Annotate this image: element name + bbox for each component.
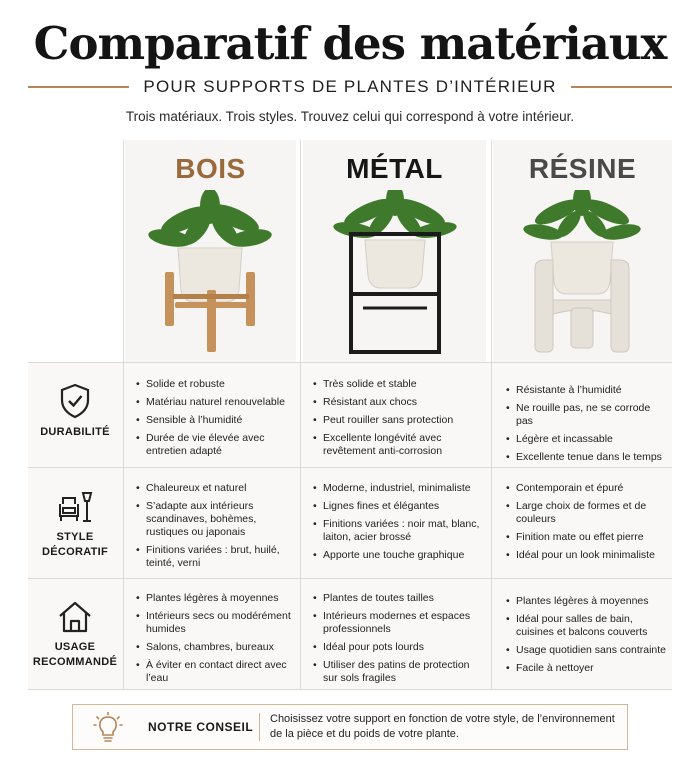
list-item: • Finition mate ou effet pierre xyxy=(506,531,666,544)
list-item: • S’adapte aux intérieurs scandinaves, bohèmes, rustiques ou japonais xyxy=(136,500,294,539)
resin-plant-stand-image xyxy=(493,190,672,360)
list-item: • Idéal pour salles de bain, cuisines et balcons couverts xyxy=(506,613,666,639)
shield-check-icon xyxy=(59,383,91,419)
list-item: • Matériau naturel renouvelable xyxy=(136,396,294,409)
cell-bois-usage xyxy=(136,592,294,690)
list-item: • À éviter en contact direct avec l’eau xyxy=(136,659,294,685)
list-item: • Finitions variées : noir mat, blanc, laiton, acier brossé xyxy=(313,518,483,544)
cell-metal-usage xyxy=(313,592,483,690)
column-title-metal: MÉTAL xyxy=(346,153,443,184)
list-item: • Facile à nettoyer xyxy=(506,662,666,675)
cell-resine-style xyxy=(506,482,666,567)
list-item: • Très solide et stable xyxy=(313,378,483,391)
cell-metal-durabilite xyxy=(313,378,483,463)
list-item: • Plantes légères à moyennes xyxy=(136,592,294,605)
row-label-style xyxy=(28,490,122,560)
conseil-text: Choisissez votre support en fonction de votre style, de l’environnement de la pièce et du poids de votre plante. xyxy=(270,713,615,740)
subtitle-rule-left xyxy=(28,86,129,88)
grid-line xyxy=(123,140,124,689)
house-icon xyxy=(57,600,93,634)
list-item: • Plantes de toutes tailles xyxy=(313,592,483,605)
list-item: • Large choix de formes et de couleurs xyxy=(506,500,666,526)
list-item: • Excellente longévité avec revêtement anti-corrosion xyxy=(313,432,483,458)
conseil-title: NOTRE CONSEIL xyxy=(148,720,254,734)
column-metal xyxy=(303,140,486,362)
list-item: • Sensible à l’humidité xyxy=(136,414,294,427)
conseil-box xyxy=(72,704,628,750)
row-label-text: STYLE xyxy=(56,531,94,543)
list-item: • Salons, chambres, bureaux xyxy=(136,641,294,654)
conseil-divider xyxy=(259,713,260,741)
list-item: • Solide et robuste xyxy=(136,378,294,391)
wood-plant-stand-image xyxy=(125,190,296,360)
list-item: • Légère et incassable xyxy=(506,433,666,446)
list-item: • Plantes légères à moyennes xyxy=(506,595,666,608)
list-item: • Lignes fines et élégantes xyxy=(313,500,483,513)
list-item: • Peut rouiller sans protection xyxy=(313,414,483,427)
list-item: • Utiliser des patins de protection sur sols fragiles xyxy=(313,659,483,685)
grid-line xyxy=(491,140,492,689)
page-title: Comparatif des matériaux xyxy=(33,17,667,70)
column-resine xyxy=(493,140,672,362)
list-item: • Apporte une touche graphique xyxy=(313,549,483,562)
subtitle-row xyxy=(28,75,672,99)
row-label-text: DURABILITÉ xyxy=(40,426,110,438)
column-bois xyxy=(125,140,296,362)
grid-line xyxy=(300,140,301,689)
cell-metal-style xyxy=(313,482,483,567)
column-title-resine: RÉSINE xyxy=(528,153,637,184)
list-item: • Idéal pour un look minimaliste xyxy=(506,549,666,562)
cell-resine-durabilite xyxy=(506,384,666,469)
metal-plant-stand-image xyxy=(303,190,486,360)
row-label-text: RECOMMANDÉ xyxy=(32,656,118,668)
grid-line xyxy=(28,578,672,579)
tagline: Trois matériaux. Trois styles. Trouvez celui qui correspond à votre intérieur. xyxy=(125,109,575,124)
page-subtitle: POUR SUPPORTS DE PLANTES D’INTÉRIEUR xyxy=(143,77,557,96)
list-item: • Usage quotidien sans contrainte xyxy=(506,644,666,657)
list-item: • Moderne, industriel, minimaliste xyxy=(313,482,483,495)
row-label-durabilite xyxy=(28,383,122,440)
list-item: • Contemporain et épuré xyxy=(506,482,666,495)
row-label-usage xyxy=(28,600,122,670)
list-item: • Finitions variées : brut, huilé, teinté, verni xyxy=(136,544,294,570)
list-item: • Résistant aux chocs xyxy=(313,396,483,409)
row-label-text: DÉCORATIF xyxy=(41,546,109,558)
list-item: • Ne rouille pas, ne se corrode pas xyxy=(506,402,666,428)
cell-bois-style xyxy=(136,482,294,575)
armchair-lamp-icon xyxy=(55,490,95,524)
cell-bois-durabilite xyxy=(136,378,294,463)
list-item: • Intérieurs modernes et espaces professionnels xyxy=(313,610,483,636)
list-item: • Excellente tenue dans le temps xyxy=(506,451,666,464)
subtitle-rule-right xyxy=(571,86,672,88)
row-label-text: USAGE xyxy=(54,641,96,653)
list-item: • Idéal pour pots lourds xyxy=(313,641,483,654)
list-item: • Intérieurs secs ou modérément humides xyxy=(136,610,294,636)
list-item: • Chaleureux et naturel xyxy=(136,482,294,495)
lightbulb-icon xyxy=(93,712,123,744)
column-title-bois: BOIS xyxy=(175,153,246,184)
cell-resine-usage xyxy=(506,595,666,680)
grid-line xyxy=(28,362,672,363)
list-item: • Durée de vie élevée avec entretien adapté xyxy=(136,432,294,458)
list-item: • Résistante à l’humidité xyxy=(506,384,666,397)
